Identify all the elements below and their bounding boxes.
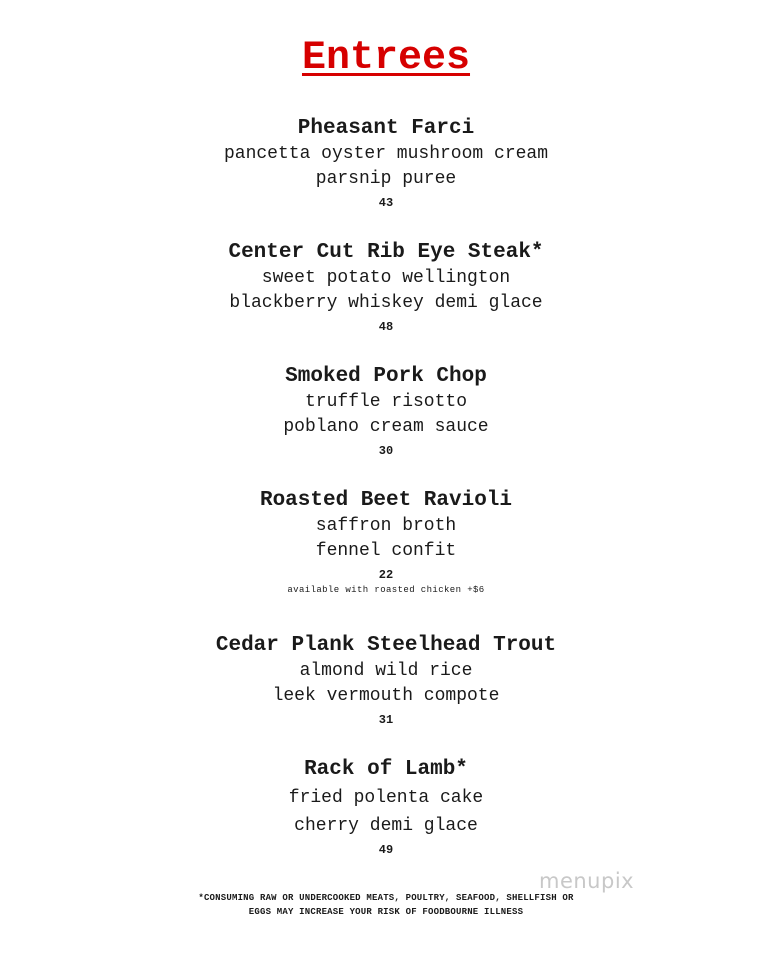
- item-price: 30: [378, 444, 394, 458]
- menu-item-beet-ravioli: [0, 488, 772, 597]
- item-price: 31: [378, 713, 394, 727]
- item-description-line: fried polenta cake: [288, 788, 484, 808]
- item-description-line: saffron broth: [315, 516, 457, 536]
- item-name: Center Cut Rib Eye Steak*: [228, 241, 544, 264]
- disclaimer-line: EGGS MAY INCREASE YOUR RISK OF FOODBOURNE ILLNESS: [248, 907, 524, 917]
- item-price: 49: [378, 843, 394, 857]
- menu-item-rack-of-lamb: [0, 757, 772, 859]
- item-name: Roasted Beet Ravioli: [259, 489, 513, 512]
- item-description-line: parsnip puree: [315, 169, 457, 189]
- food-safety-disclaimer: [0, 891, 772, 919]
- menupix-watermark: menupix: [539, 869, 635, 893]
- item-name: Cedar Plank Steelhead Trout: [215, 634, 557, 657]
- menu-item-pheasant-farci: [0, 116, 772, 212]
- item-price: 43: [378, 196, 394, 210]
- item-price: 22: [378, 568, 394, 582]
- item-description-line: poblano cream sauce: [283, 417, 489, 437]
- menu-item-pork-chop: [0, 364, 772, 460]
- item-description-line: pancetta oyster mushroom cream: [223, 144, 549, 164]
- disclaimer-line: *CONSUMING RAW OR UNDERCOOKED MEATS, POULTRY, SEAFOOD, SHELLFISH OR: [198, 893, 574, 903]
- item-note: available with roasted chicken +$6: [287, 585, 485, 595]
- item-description-line: blackberry whiskey demi glace: [229, 293, 543, 313]
- item-name: Pheasant Farci: [297, 117, 475, 140]
- item-description-line: cherry demi glace: [294, 816, 478, 836]
- item-description-line: fennel confit: [315, 541, 457, 561]
- item-price: 48: [378, 320, 394, 334]
- item-name: Smoked Pork Chop: [285, 365, 487, 388]
- menu-item-rib-eye: [0, 240, 772, 336]
- item-name: Rack of Lamb*: [304, 758, 468, 781]
- page-title: Entrees: [301, 36, 471, 81]
- item-description-line: leek vermouth compote: [272, 686, 500, 706]
- item-description-line: truffle risotto: [304, 392, 468, 412]
- item-description-line: sweet potato wellington: [261, 268, 511, 288]
- item-description-line: almond wild rice: [299, 661, 473, 681]
- menu-item-steelhead-trout: [0, 633, 772, 729]
